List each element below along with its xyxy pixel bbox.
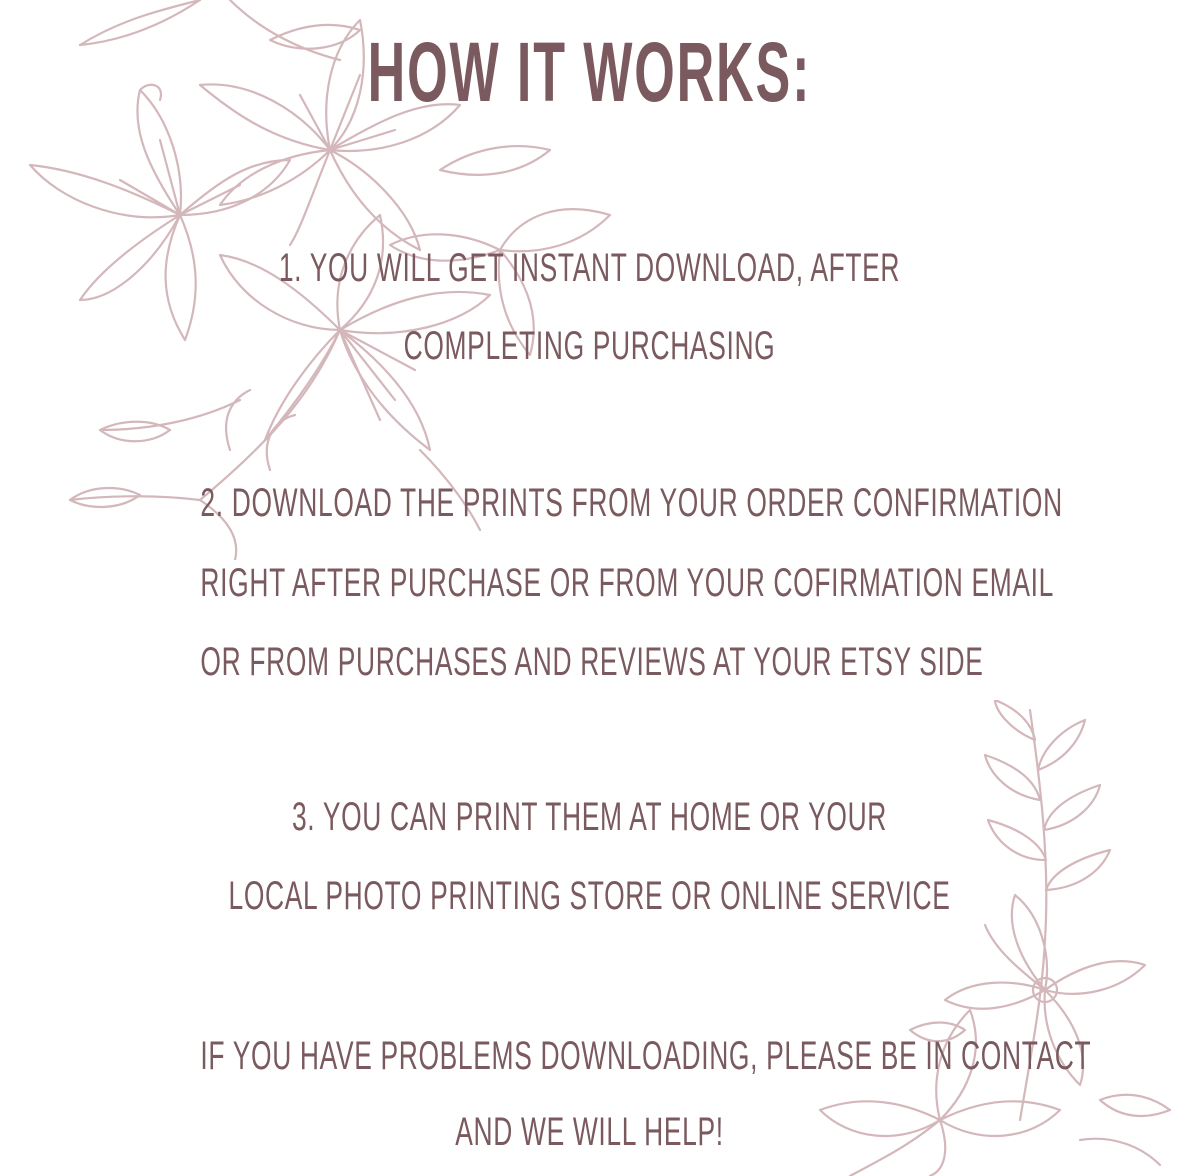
step-2-line-2: RIGHT AFTER PURCHASE OR FROM YOUR COFIRMATION EMAIL bbox=[200, 561, 1055, 605]
step-1-line-1: 1. YOU WILL GET INSTANT DOWNLOAD, AFTER bbox=[278, 246, 901, 290]
step-3-line-2: LOCAL PHOTO PRINTING STORE OR ONLINE SERVICE bbox=[228, 874, 951, 918]
page-title: HOW IT WORKS: bbox=[367, 25, 812, 119]
step-2-line-1: 2. DOWNLOAD THE PRINTS FROM YOUR ORDER CONFIRMATION bbox=[200, 481, 1063, 525]
step-3-line-1: 3. YOU CAN PRINT THEM AT HOME OR YOUR bbox=[291, 795, 888, 839]
footer-line-1: IF YOU HAVE PROBLEMS DOWNLOADING, PLEASE BE IN CONTACT bbox=[200, 1034, 1092, 1078]
footer-line-2: AND WE WILL HELP! bbox=[455, 1110, 724, 1154]
step-1-line-2: COMPLETING PURCHASING bbox=[403, 324, 776, 368]
step-2-line-3: OR FROM PURCHASES AND REVIEWS AT YOUR ETSY SIDE bbox=[200, 640, 984, 684]
